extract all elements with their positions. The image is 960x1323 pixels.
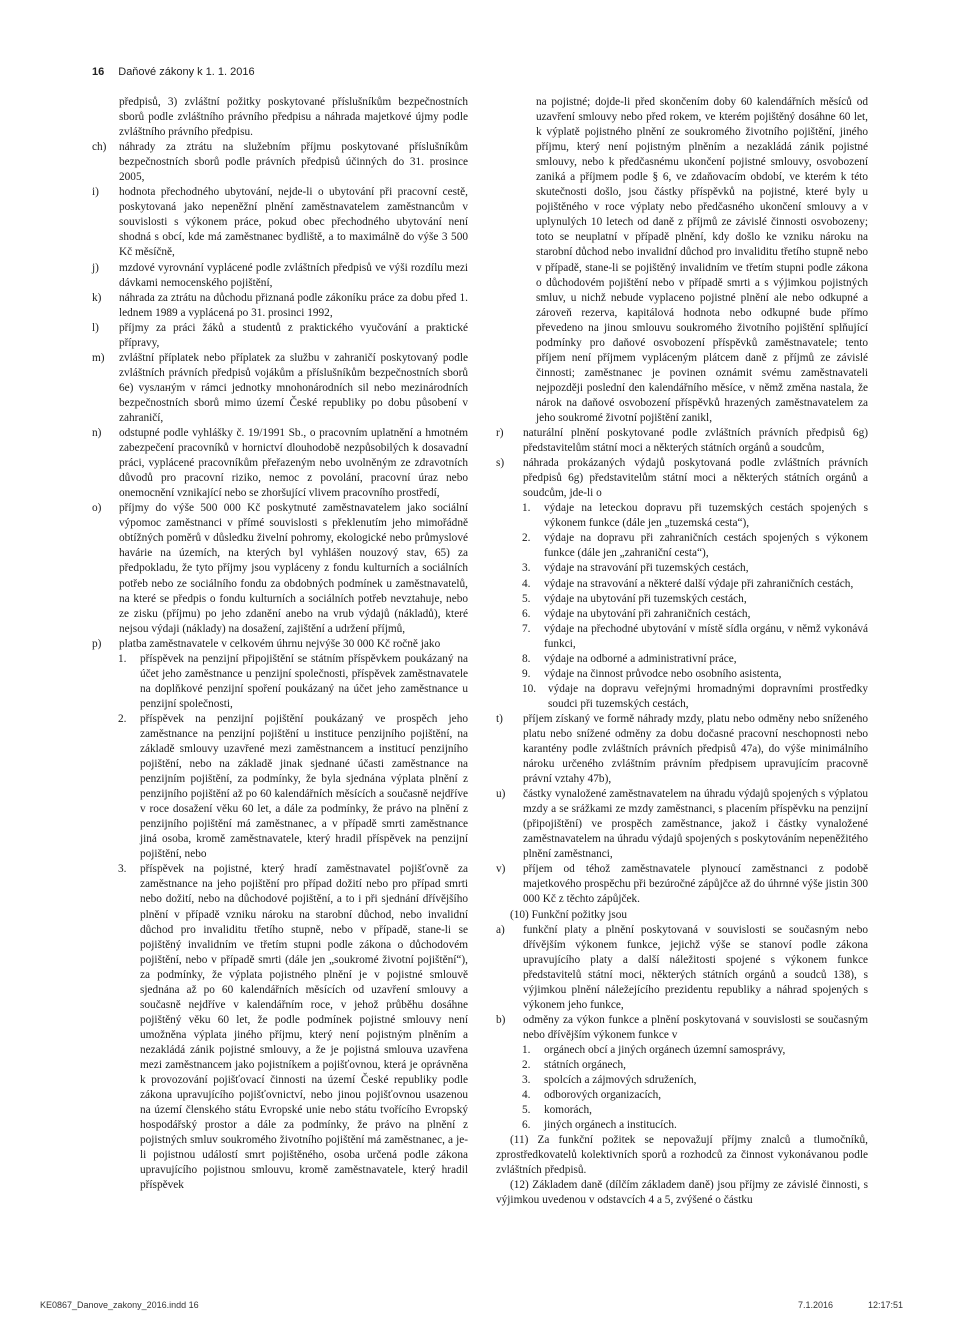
- item-label: i): [92, 186, 99, 199]
- item-text: platba zaměstnavatele v celkovém úhrnu nejvýše 30 000 Kč ročně jako: [119, 637, 441, 650]
- list-item: [496, 862, 868, 907]
- item-label: 7.: [522, 622, 531, 635]
- paragraph: (10) Funkční požitky jsou: [510, 908, 628, 921]
- footer-date: 7.1.2016: [798, 1300, 834, 1310]
- item-label: 4.: [522, 577, 531, 590]
- list-item: [92, 185, 468, 260]
- sub-list-item: [522, 622, 868, 652]
- item-text: výdaje na ubytování při tuzemských cestách,: [544, 592, 747, 605]
- footer-time: 12:17:51: [868, 1300, 904, 1310]
- list-item: [496, 923, 868, 1013]
- item-text: výdaje na leteckou dopravu při tuzemských cestách spojených s výkonem funkce (dále jen „tuzemská cesta“),: [544, 502, 868, 530]
- sub-list-item: [522, 652, 868, 667]
- item-label: 2.: [522, 1059, 531, 1071]
- sub-list-item: [522, 1073, 868, 1088]
- item-text: náhrady za ztrátu na služebním příjmu poskytované příslušníkům bezpečnostních sborů podle právních předpisů účinných do 31. prosince 2005,: [119, 141, 468, 184]
- paragraph: předpisů, 3) zvláštní požitky poskytované příslušníkům bezpečnostních sborů podle zvláštního právního předpisu a náhrada majetkové újmy podle zvláštního právního předpisu.: [119, 96, 468, 139]
- item-text: příjmy za práci žáků a studentů z praktického vyučování a praktické přípravy,: [119, 321, 468, 349]
- paragraph: (12) Základem daně (dílčím základem daně) jsou příjmy ze závislé činnosti, s výjimkou uvedenou v odstavcích 4 a 5, zvýšené o částku: [496, 1179, 868, 1207]
- sub-list-item: [522, 1088, 868, 1103]
- item-text: hodnota přechodného ubytování, nejde-li o ubytování při pracovní cestě, poskytovaná jako nepeněžní plnění zaměstnavatelem zaměstnancům v souvislosti s výkonem práce, pokud obec přechodného ubytování není shodná s obcí, kde má zaměstnanec bydliště, a to maximálně do výše 3 500 Kč měsíčně,: [119, 186, 468, 259]
- item-label: 3.: [522, 562, 531, 575]
- list-item: [496, 712, 868, 787]
- item-text: odstupné podle vyhlášky č. 19/1991 Sb., o pracovním uplatnění a hmotném zabezpečení pracovníků v hornictví dlouhodobě nezpůsobilých k dosavadní práci, vyplácené pracovníkům přeřazeným nebo uvolněným ze zdravotních důvodů pro pracovní riziko, nemoc z povolání, pracovní úraz nebo onemocnění vznikající nebo se zhoršující vlivem pracovního prostředí,: [119, 427, 468, 500]
- sub-list-item: [522, 682, 868, 712]
- item-text: odborových organizacích,: [544, 1089, 662, 1102]
- sub-list-item: [522, 501, 868, 531]
- item-label: u): [496, 788, 506, 801]
- item-label: 8.: [522, 652, 531, 665]
- item-text: mzdové vyrovnání vyplácené podle zvláštních předpisů ve výši rozdílu mezi dávkami nemocenského pojištění,: [119, 261, 468, 289]
- item-label: 5.: [522, 592, 531, 605]
- item-text: částky vynaložené zaměstnavatelem na úhradu výdajů spojených s výplatou mzdy a se srážkami ze mzdy zaměstnanci, s placením příspěvku na penzijní (připojištění) ve prospěch zaměstnance, jakož i částky vynaložené zaměstnavatelem na úhradu výdajů spojených s poskytováním nepeněžitého plnění zaměstnanci,: [523, 788, 868, 861]
- item-label: l): [92, 321, 99, 334]
- list-item: [496, 426, 868, 456]
- item-text: výdaje na dopravu při zahraničních cestách spojených s výkonem funkce (dále jen „zahraniční cesta“),: [544, 532, 868, 560]
- list-item: [92, 291, 468, 321]
- list-item: [92, 140, 468, 185]
- right-column: [496, 95, 868, 1208]
- item-label: 4.: [522, 1089, 531, 1102]
- sub-list-item: [522, 1103, 868, 1118]
- item-text: jiných orgánech a institucích.: [544, 1119, 677, 1132]
- sub-list-item: [522, 1058, 868, 1073]
- item-text: zvláštní příplatek nebo příplatek za službu v zahraničí poskytovaný podle zvláštních právních předpisů vojákům a příslušníkům bezpečnostních sborů 6e) vysланým v rámci jednotky mnohonárodních sil nebo mezinárodních bezpečnostních sborů mimo území České republiky po dobu působení v zahraničí,: [119, 351, 468, 424]
- paragraph: na pojistné; dojde-li před skončením doby 60 kalendářních měsíců od uzavření smlouvy nebo před rokem, ve kterém pojištěný dosáhne 60 let, k výplatě pojistného plnění ze soukromého životního pojištění, jiného příjmu, který není pojistným plněním a nezakládá zánik pojistné smlouvy, nebo k předčasnému ukončení pojistné smlouvy, osvobození zaniká a příjmem podle § 6, ve zdaňovacím období, ve kterém k této skutečnosti došlo, jsou částky příspěvků na pojistné, které byly u pojištěného v roce výplaty nebo předčasného ukončení smlouvy a v uplynulých 10 letech od daně z příjmů ze závislé činnosti osvobozeny; toto se neuplatní v případě plnění, kdy došlo ke vzniku nároku na starobní důchod nebo invalidní důchod pro invaliditu třetího stupně nebo v případě, stane-li se pojištěný invalidním ve třetím stupni podle zákona o důchodovém pojištění nebo v případě smrti a s výjimkou pojistných smluv, u nichž nebude vyplaceno pojistné plnění ale nebo odkupné a zároveň rezerva, kapitálová hodnota nebo odkupné bude přímo převedeno na jinou smlouvu soukromého životního pojištění splňující podmínky pro daňové osvobození příspěvků zaměstnavatele; tento příjem není příjmem vypláceným plátcem daně z příjmů ze závislé činnosti; zaměstnanec je povinen oznámit svému zaměstnavateli nejpozději poslední den kalendářního měsíce, v němž změna nastala, že nárok na daňové osvobození příspěvků hrazených zaměstnavatelem za jeho soukromé životní pojištění zanikl,: [536, 96, 868, 424]
- item-text: výdaje na odborné a administrativní práce,: [544, 652, 737, 665]
- item-label: 1.: [522, 502, 531, 515]
- item-label: j): [92, 261, 99, 274]
- item-label: r): [496, 427, 504, 440]
- item-label: 2.: [118, 712, 127, 725]
- item-text: příspěvek na pojistné, který hradí zaměstnavatel pojišťovně za zaměstnance na jeho pojištění pro případ dožití nebo pro případ smrti nebo dožití, nebo na důchodové pojištění, a to i při sjednání dřívějšího plnění v případě vzniku nároku na starobní důchod, nebo invalidní důchod pro invaliditu třetího stupně, nebo v případě, stane-li se pojištěný invalidním ve třetím stupni podle zákona o důchodovém pojištění, nebo v případě smrti (dále jen „soukromé životní pojištění“), za podmínky, že výplata pojistného plnění je v pojistné smlouvě sjednána až po 60 kalendářních měsících od uzavření smlouvy a současně nejdříve v kalendářním roce, v jehož průběhu dosáhne pojištěný věku 60 let, že podle podmínek pojistné smlouvy není umožněna výplata jiného příjmu, který není pojistným plněním a nezakládá zánik pojistné smlouvy, a že je pojistná smlouva uzavřena mezi zaměstnancem jako pojistníkem a pojišťovnou, která je oprávněna k provozování pojišťovací činnosti na území České republiky podle zákona upravujícího pojišťovnictví, nebo jinou pojišťovnou usazenou na území členského státu Evropské unie nebo státu tvořícího Evropský hospodářský prostor a dále za podmínky, že právo na plnění z pojistných smluv soukromého životního pojištění má zaměstnanec, a je-li pojistnou událostí smrt pojištěného, osoba určená podle zákona upravujícího pojistnou smlouvu, kromě zaměstnavatele, který hradil příspěvek: [140, 863, 468, 1192]
- page-number: 16: [92, 66, 105, 78]
- list-item: [92, 637, 468, 652]
- item-text: náhrada prokázaných výdajů poskytovaná podle zvláštních právních předpisů 6g) představitelům státní moci a některých státních orgánů a soudcům, jde-li o: [523, 457, 868, 500]
- item-text: výdaje na ubytování při zahraničních cestách,: [544, 607, 751, 620]
- item-text: příspěvek na penzijní pojištění poukázaný ve prospěch jeho zaměstnance na penzijní pojištění u instituce penzijního pojištění, na základě smlouvy uzavřené mezi zaměstnancem a institucí penzijního pojištění, nebo na základě jinak sjednané účasti zaměstnance na penzijním pojištění, za podmínky, že byla sjednána výplata plnění z penzijního pojištění až po 60 kalendářních měsících a současně nejdříve v roce dosažení věku 60 let, a dále za podmínky, že právo na plnění z penzijního pojištění má zaměstnanec, a v případě smrti zaměstnance jiná osoba, kromě zaměstnavatele, který hradil příspěvek na penzijní pojištění, nebo: [140, 712, 468, 861]
- list-item: [92, 426, 468, 501]
- item-label: t): [496, 712, 503, 725]
- item-label: 3.: [118, 863, 127, 876]
- item-label: 5.: [522, 1104, 531, 1117]
- item-label: v): [496, 863, 506, 876]
- item-label: p): [92, 637, 102, 650]
- item-label: 1.: [522, 1043, 531, 1056]
- sub-list-item: [522, 667, 868, 682]
- item-text: příjem od téhož zaměstnavatele plynoucí zaměstnanci z podobě majetkového prospěchu při bezúročné zápůjčce až do úhrnné výše jistin 300 000 Kč z těchto zápůjček.: [523, 863, 868, 906]
- list-item: [496, 456, 868, 501]
- item-text: výdaje na stravování při tuzemských cestách,: [544, 562, 749, 575]
- item-text: naturální plnění poskytované podle zvláštních právních předpisů 6g) představitelům státní moci a některých státních orgánů a soudcům,: [523, 427, 868, 455]
- running-title: Daňové zákony k 1. 1. 2016: [118, 66, 255, 78]
- list-item: [496, 1013, 868, 1043]
- sub-list-item: [522, 592, 868, 607]
- item-text: odměny za výkon funkce a plnění poskytovaná v souvislosti se současným nebo dřívějším výkonem funkce v: [523, 1013, 868, 1041]
- item-label: 6.: [522, 607, 531, 620]
- item-label: k): [92, 291, 102, 304]
- item-text: funkční platy a plnění poskytovaná v souvislosti se současným nebo dřívějším výkonem funkce, jejichž výše se stanoví podle zákona upravujícího platy a další náležitosti spojené s výkonem funkce představitelů státní moci, některých státních orgánů a soudců 138), s výjimkou plnění náležejícího prezidentu republiky a náhrad spojených s výkonem jeho funkce,: [523, 923, 868, 1011]
- item-label: 2.: [522, 532, 531, 545]
- item-text: výdaje na činnost průvodce nebo osobního asistenta,: [544, 667, 782, 680]
- item-label: 6.: [522, 1119, 531, 1132]
- sub-list-item: [522, 607, 868, 622]
- item-text: výdaje na stravování a některé další výdaje při zahraničních cestách,: [544, 577, 854, 590]
- item-label: 1.: [118, 652, 127, 665]
- item-text: orgánech obcí a jiných orgánech územní samosprávy,: [544, 1043, 786, 1056]
- item-label: a): [496, 923, 505, 936]
- sub-list-item: [522, 1043, 868, 1058]
- sub-list-item: [522, 1118, 868, 1133]
- item-text: výdaje na přechodné ubytování v místě sídla orgánu, v němž vykonává funkci,: [544, 622, 868, 650]
- list-item: [92, 501, 468, 636]
- item-text: spolcích a zájmových sdruženích,: [544, 1074, 697, 1087]
- sub-list-item: [118, 712, 468, 862]
- item-label: b): [496, 1013, 506, 1026]
- item-label: s): [496, 457, 505, 470]
- item-label: m): [92, 351, 105, 364]
- list-item: [496, 787, 868, 862]
- item-label: 3.: [522, 1074, 531, 1087]
- list-item: [92, 261, 468, 291]
- list-item: [92, 321, 468, 351]
- list-item: [92, 351, 468, 426]
- item-label: 10.: [522, 682, 537, 695]
- item-text: příspěvek na penzijní připojištění se státním příspěvkem poukázaný na účet jeho zaměstnance u penzijní společnosti, příspěvek zaměstnavatele na doplňkové penzijní spoření poukázaný na účet jeho zaměstnance u penzijní společnosti,: [140, 652, 468, 710]
- item-text: příjmy do výše 500 000 Kč poskytnuté zaměstnavatelem jako sociální výpomoc zaměstnanci v přímé souvislosti s překlenutím jeho mimořádně obtížných poměrů v důsledku živelní pohromy, ekologické nebo průmyslové havárie na územích, na kterých byl vyhlášen nouzový stav, 65) za předpokladu, že tyto příjmy jsou vypláceny z fondu kulturních a sociálních potřeb nebo ze sociálního fondu za obdobných podmínek u zaměstnavatelů, na které se předpis o fondu kulturních a sociálních potřeb nevztahuje, nebo ze zisku (příjmu) po jeho zdanění anebo na vrub výdajů (nákladů), které nejsou výdaji (náklady) na dosažení, zajištění a udržení příjmů,: [119, 502, 468, 635]
- sub-list-item: [118, 652, 468, 712]
- footer-file-name: KE0867_Danove_zakony_2016.indd 16: [40, 1300, 199, 1310]
- sub-list-item: [118, 862, 468, 1193]
- paragraph: (11) Za funkční požitek se nepovažují příjmy znalců a tlumočníků, zprostředkovatelů kolektivních sporů a rozhodců za činnost vykonávanou podle zvláštních předpisů.: [496, 1134, 868, 1177]
- item-label: o): [92, 502, 102, 515]
- item-label: n): [92, 427, 102, 440]
- item-text: náhrada za ztrátu na důchodu přiznaná podle zákoníku práce za dobu před 1. lednem 1989 a vyplácená po 31. prosinci 1992,: [119, 291, 468, 319]
- item-text: příjem získaný ve formě náhrady mzdy, platu nebo odměny nebo sníženého platu nebo snížené odměny za dobu dočasné pracovní neschopnosti nebo karantény podle zvláštních právních předpisů 47a), do výše minimálního nároku určeného zvláštním právním předpisem upravujícím pracovně právní vztahy 47b),: [523, 712, 868, 786]
- item-label: ch): [92, 141, 107, 154]
- item-label: 9.: [522, 667, 531, 680]
- sub-list-item: [522, 577, 868, 592]
- sub-list-item: [522, 561, 868, 576]
- item-text: výdaje na dopravu veřejnými hromadnými dopravními prostředky soudci při tuzemských cestách,: [548, 682, 868, 710]
- sub-list-item: [522, 531, 868, 561]
- item-text: státních orgánech,: [544, 1059, 626, 1071]
- item-text: komorách,: [544, 1104, 592, 1117]
- left-column: [92, 95, 468, 1193]
- page-header: [92, 66, 255, 78]
